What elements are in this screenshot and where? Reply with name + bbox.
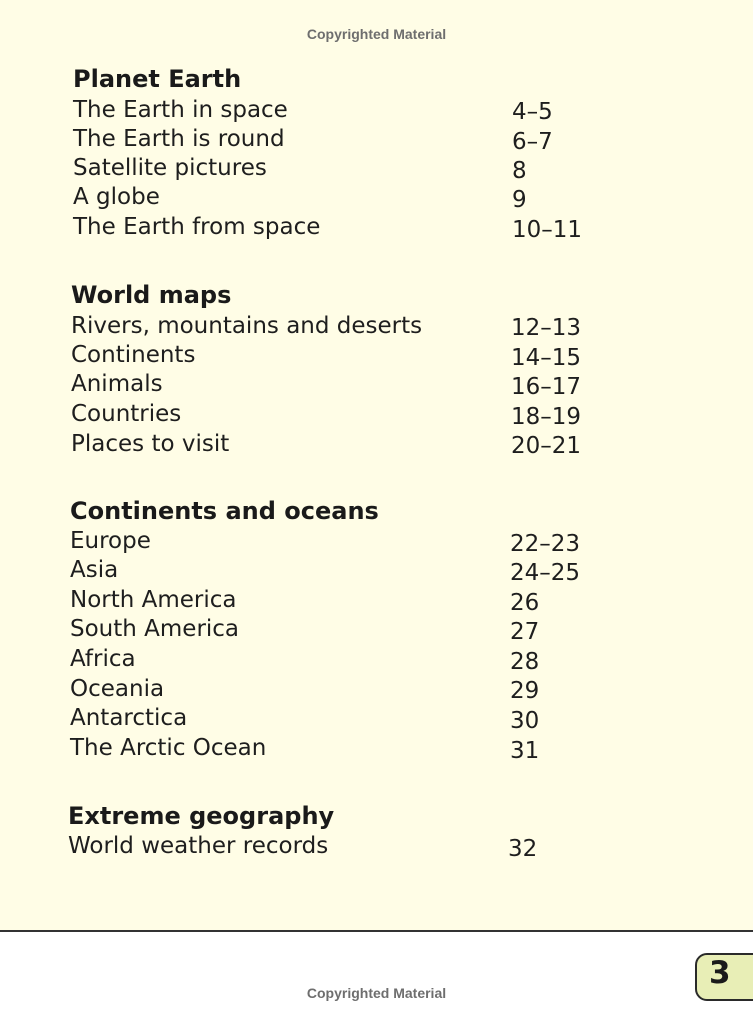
section-title-planet-earth: Planet Earth <box>73 65 242 93</box>
toc-page-ref: 22–23 <box>510 531 581 557</box>
toc-entry: Rivers, mountains and deserts <box>71 313 423 339</box>
toc-page-ref: 14–15 <box>511 345 582 371</box>
toc-page-ref: 26 <box>510 590 540 616</box>
toc-entry: Asia <box>70 557 119 583</box>
copyright-header: Copyrighted Material <box>306 26 447 42</box>
toc-page-ref: 28 <box>510 649 540 675</box>
toc-page-ref: 24–25 <box>510 560 581 586</box>
section-title-world-maps: World maps <box>71 281 232 309</box>
toc-page-ref: 30 <box>510 708 540 734</box>
toc-page-ref: 6–7 <box>512 129 553 155</box>
toc-page-ref: 12–13 <box>511 315 582 341</box>
toc-entry: Places to visit <box>71 431 230 457</box>
toc-entry: The Earth from space <box>73 214 321 240</box>
toc-page-ref: 29 <box>510 678 540 704</box>
toc-entry: Europe <box>70 528 151 554</box>
toc-entry: Continents <box>71 342 196 368</box>
toc-page-ref: 8 <box>512 158 527 184</box>
toc-entry: A globe <box>73 184 160 210</box>
toc-page-ref: 4–5 <box>512 99 553 125</box>
toc-entry: North America <box>70 587 237 613</box>
toc-page-ref: 31 <box>510 738 540 764</box>
toc-entry: South America <box>70 616 240 642</box>
page-number: 3 <box>709 955 731 991</box>
toc-entry: Satellite pictures <box>73 155 267 181</box>
footer-divider <box>0 930 753 932</box>
toc-entry: Oceania <box>70 676 165 702</box>
copyright-footer: Copyrighted Material <box>306 985 447 1001</box>
toc-entry: Animals <box>71 371 163 397</box>
section-title-continents-and-oceans: Continents and oceans <box>70 497 379 525</box>
toc-page-ref: 18–19 <box>511 404 582 430</box>
toc-entry: Antarctica <box>70 705 188 731</box>
toc-entry: Countries <box>71 401 182 427</box>
toc-page-ref: 32 <box>508 836 538 862</box>
toc-entry: The Earth in space <box>73 97 288 123</box>
toc-entry: The Arctic Ocean <box>70 735 267 761</box>
toc-entry: World weather records <box>68 833 329 859</box>
toc-entry: Africa <box>70 646 136 672</box>
toc-page-ref: 16–17 <box>511 374 582 400</box>
toc-entry: The Earth is round <box>73 126 285 152</box>
toc-page-ref: 20–21 <box>511 433 582 459</box>
toc-page-ref: 9 <box>512 187 527 213</box>
toc-page-ref: 27 <box>510 619 540 645</box>
section-title-extreme-geography: Extreme geography <box>68 802 335 830</box>
toc-page-ref: 10–11 <box>512 217 583 243</box>
